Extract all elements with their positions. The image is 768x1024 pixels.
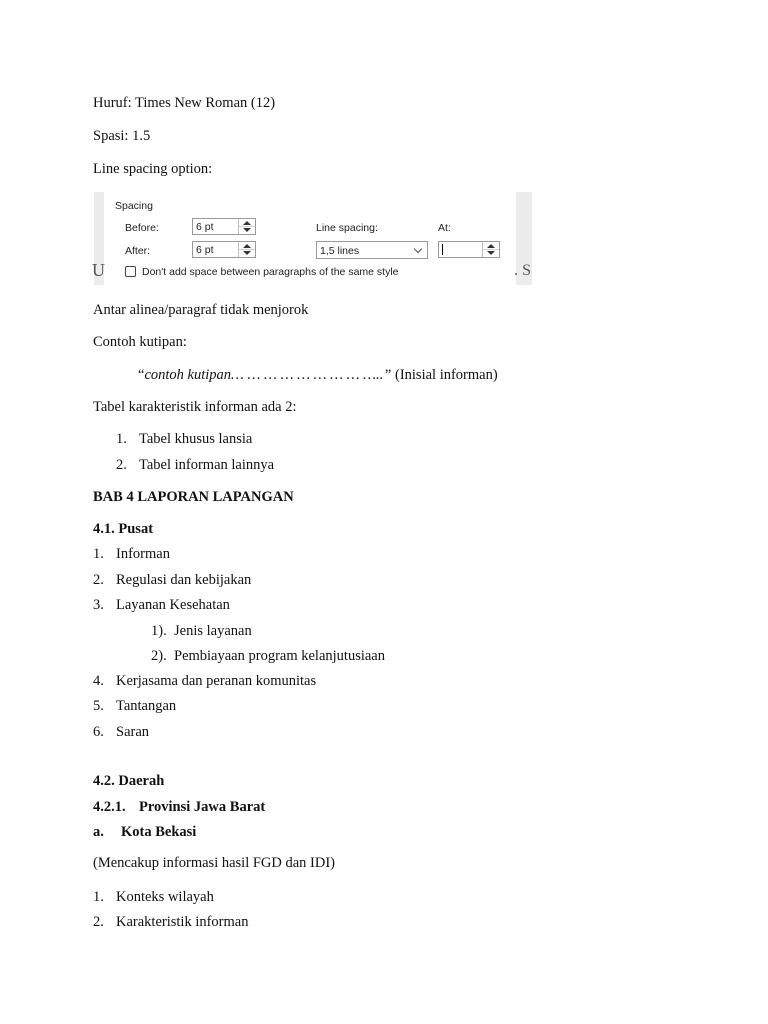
list-item-number: 3. — [93, 597, 104, 613]
spin-down-icon[interactable] — [243, 228, 251, 232]
spacing-spec-line: Spasi: 1.5 — [93, 128, 151, 144]
subsection-heading: Provinsi Jawa Barat — [139, 799, 266, 815]
list-item: Saran — [116, 724, 150, 740]
list-item-number: 5. — [93, 698, 104, 714]
quote-example — [138, 368, 498, 383]
cropped-text-fragment-right: . S — [514, 262, 531, 279]
cropped-text-fragment-left: U — [92, 260, 105, 280]
list-item-number: 6. — [93, 724, 104, 740]
city-heading: Kota Bekasi — [121, 824, 197, 840]
quote-source: (Inisial informan) — [391, 367, 498, 383]
section-heading-pusat: 4.1. Pusat — [93, 521, 154, 537]
list-item-number: 4. — [93, 673, 104, 689]
city-letter: a. — [93, 824, 104, 840]
spin-down-icon[interactable] — [487, 251, 495, 255]
subsection-number: 4.2.1. — [93, 799, 126, 815]
list-item: Tabel informan lainnya — [139, 457, 275, 473]
at-spinner[interactable] — [438, 241, 500, 258]
before-value[interactable]: 6 pt — [196, 221, 214, 233]
table-intro-line: Tabel karakteristik informan ada 2: — [93, 399, 297, 415]
after-spin-arrows[interactable] — [238, 242, 255, 257]
spacing-group-title: Spacing — [115, 200, 153, 212]
sub-list-item-number: 2). — [151, 648, 167, 664]
indent-rule-line: Antar alinea/paragraf tidak menjorok — [93, 302, 309, 318]
section-heading-daerah: 4.2. Daerah — [93, 773, 165, 789]
list-item-number: 2. — [93, 572, 104, 588]
list-item-number: 2. — [116, 457, 127, 473]
quote-example-label: Contoh kutipan: — [93, 334, 187, 350]
after-spinner[interactable] — [192, 241, 256, 258]
list-item: Layanan Kesehatan — [116, 597, 230, 613]
sub-list-item: Jenis layanan — [174, 623, 252, 639]
quote-text: contoh kutipan… … … … … … … … …..” — [144, 367, 392, 383]
list-item: Tantangan — [116, 698, 177, 714]
list-item: Karakteristik informan — [116, 914, 249, 930]
list-item: Informan — [116, 546, 170, 562]
list-item-number: 1. — [93, 889, 104, 905]
at-spin-arrows[interactable] — [482, 242, 499, 257]
list-item: Tabel khusus lansia — [139, 431, 253, 447]
sub-list-item-number: 1). — [151, 623, 167, 639]
dont-add-space-label[interactable]: Don't add space between paragraphs of the same style — [142, 266, 399, 278]
line-spacing-option-label: Line spacing option: — [93, 161, 213, 177]
list-item: Regulasi dan kebijakan — [116, 572, 252, 588]
spacing-dialog-screenshot — [94, 192, 532, 285]
chapter-title: BAB 4 LAPORAN LAPANGAN — [93, 489, 294, 505]
before-spinner[interactable] — [192, 218, 256, 235]
line-spacing-value[interactable]: 1,5 lines — [320, 245, 360, 257]
spin-down-icon[interactable] — [243, 251, 251, 255]
font-spec-line: Huruf: Times New Roman (12) — [93, 95, 276, 111]
after-label: After: — [125, 245, 151, 257]
list-item: Konteks wilayah — [116, 889, 214, 905]
before-spin-arrows[interactable] — [238, 219, 255, 234]
before-label: Before: — [125, 222, 159, 234]
after-value[interactable]: 6 pt — [196, 244, 214, 256]
quote-open-mark: “ — [138, 367, 145, 383]
sub-list-item: Pembiayaan program kelanjutusiaan — [174, 648, 385, 664]
chevron-down-icon[interactable] — [414, 245, 422, 253]
at-label: At: — [438, 222, 451, 234]
dont-add-space-checkbox[interactable] — [125, 266, 136, 277]
line-spacing-dropdown[interactable] — [316, 241, 428, 259]
spin-up-icon[interactable] — [243, 221, 251, 225]
line-spacing-label: Line spacing: — [316, 222, 378, 234]
text-caret — [442, 244, 443, 255]
spin-up-icon[interactable] — [243, 244, 251, 248]
list-item-number: 2. — [93, 914, 104, 930]
spin-up-icon[interactable] — [487, 244, 495, 248]
list-item-number: 1. — [116, 431, 127, 447]
list-item-number: 1. — [93, 546, 104, 562]
city-note: (Mencakup informasi hasil FGD dan IDI) — [93, 855, 336, 871]
list-item: Kerjasama dan peranan komunitas — [116, 673, 317, 689]
